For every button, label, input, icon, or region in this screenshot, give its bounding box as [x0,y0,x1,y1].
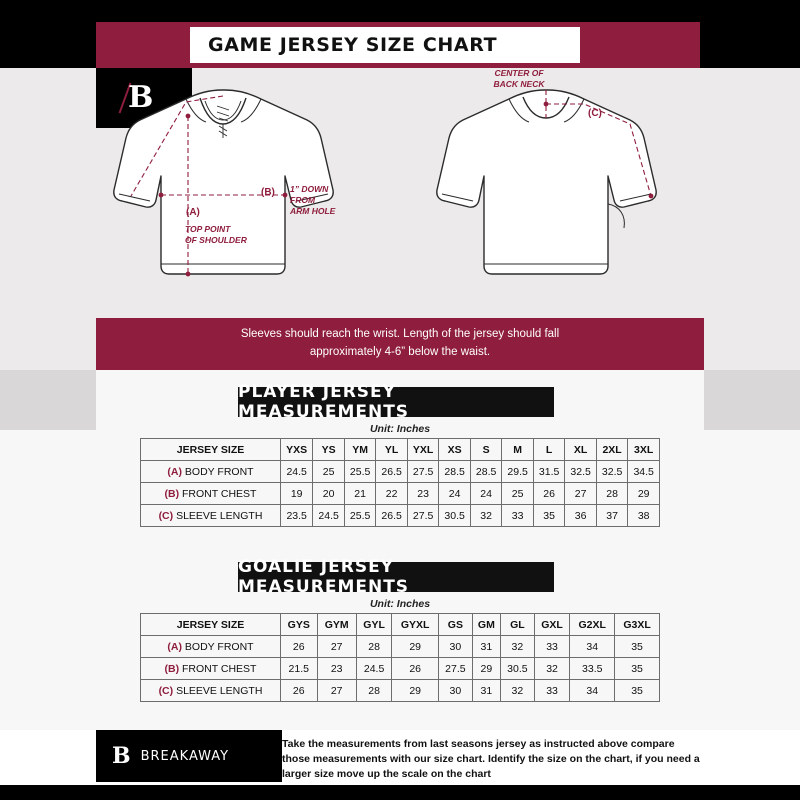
size-header-gyxl: GYXL [392,614,439,636]
table-cell: 21.5 [281,658,318,680]
size-header-yl: YL [376,439,408,461]
top-black-bar [0,0,800,22]
row-marker: (B) [164,487,182,500]
row-label [141,636,281,658]
table-cell: 20 [313,483,345,505]
table-cell: 34 [570,636,615,658]
table-cell: 37 [596,505,628,527]
table-cell: 28.5 [439,461,471,483]
size-header-yxs: YXS [281,439,313,461]
table-cell: 28 [356,680,392,702]
table-cell: 33 [534,636,570,658]
size-header-xl: XL [565,439,597,461]
jersey-size-header: JERSEY SIZE [141,614,281,636]
annotation-top-point-shoulder: TOP POINT OF SHOULDER [185,224,247,245]
size-header-gl: GL [500,614,534,636]
goalie-table-header-row [141,614,660,636]
table-cell: 25.5 [344,461,376,483]
jersey-illustrations [0,68,800,318]
row-label-text: SLEEVE LENGTH [176,684,263,697]
table-row [141,505,660,527]
table-cell: 31.5 [533,461,565,483]
row-label [141,658,281,680]
table-cell: 28.5 [470,461,502,483]
table-cell: 29 [392,636,439,658]
table-cell: 26 [281,636,318,658]
table-cell: 32 [500,680,534,702]
table-cell: 29 [628,483,660,505]
row-label-text: SLEEVE LENGTH [176,509,263,522]
table-cell: 25 [502,483,534,505]
row-label [141,483,281,505]
jersey-diagram-panel [0,68,800,318]
player-unit-label: Unit: Inches [369,423,431,435]
jersey-size-header: JERSEY SIZE [141,439,281,461]
size-header-gym: GYM [317,614,356,636]
table-row [141,483,660,505]
table-cell: 32 [470,505,502,527]
corner-shade-left [0,370,96,430]
table-cell: 34 [570,680,615,702]
size-header-xs: XS [439,439,471,461]
row-marker: (C) [158,684,177,697]
table-cell: 32 [534,658,570,680]
row-marker: (C) [158,509,177,522]
row-label-text: FRONT CHEST [182,487,257,500]
table-cell: 24 [439,483,471,505]
table-cell: 33 [502,505,534,527]
table-cell: 34.5 [628,461,660,483]
marker-c: (C) [588,108,602,119]
table-cell: 30 [438,636,472,658]
table-cell: 35 [533,505,565,527]
table-cell: 26 [281,680,318,702]
goalie-unit-label: Unit: Inches [369,598,431,610]
size-header-gxl: GXL [534,614,570,636]
table-cell: 33.5 [570,658,615,680]
table-cell: 24.5 [281,461,313,483]
note-edge-right [704,318,800,370]
header-right-block [700,22,800,68]
note-band [0,318,800,370]
table-cell: 27.5 [407,461,439,483]
table-cell: 24.5 [356,658,392,680]
table-cell: 25.5 [344,505,376,527]
row-marker: (B) [164,662,182,675]
size-header-s: S [470,439,502,461]
row-label [141,505,281,527]
size-header-l: L [533,439,565,461]
table-cell: 25 [313,461,345,483]
table-cell: 35 [615,636,660,658]
size-header-g2xl: G2XL [570,614,615,636]
table-cell: 27 [317,636,356,658]
row-label [141,680,281,702]
table-cell: 26.5 [376,505,408,527]
row-label-text: BODY FRONT [184,465,254,478]
table-cell: 23 [317,658,356,680]
table-cell: 27.5 [407,505,439,527]
note-edge-left [0,318,96,370]
table-cell: 30.5 [439,505,471,527]
table-cell: 38 [628,505,660,527]
player-section-title: PLAYER JERSEY MEASUREMENTS [238,387,554,417]
table-cell: 31 [472,680,500,702]
table-cell: 28 [356,636,392,658]
table-cell: 26 [392,658,439,680]
header-left-block [0,22,96,68]
table-cell: 21 [344,483,376,505]
footer-logo-letter: B [112,743,131,769]
table-cell: 31 [472,636,500,658]
size-header-ym: YM [344,439,376,461]
annotation-arm-hole: 1” DOWN FROM ARM HOLE [290,184,336,216]
table-cell: 29.5 [502,461,534,483]
row-marker: (A) [167,465,185,478]
size-header-yxl: YXL [407,439,439,461]
header-band [0,22,800,68]
table-cell: 26.5 [376,461,408,483]
table-row [141,461,660,483]
table-cell: 30.5 [500,658,534,680]
size-header-gm: GM [472,614,500,636]
table-cell: 35 [615,680,660,702]
note-line-1: Sleeves should reach the wrist. Length of the jersey should fall [240,328,560,340]
table-cell: 35 [615,658,660,680]
header-title-box [190,27,580,63]
row-marker: (A) [167,640,185,653]
table-cell: 29 [472,658,500,680]
table-cell: 23 [407,483,439,505]
table-cell: 28 [596,483,628,505]
size-header-ys: YS [313,439,345,461]
table-cell: 36 [565,505,597,527]
table-cell: 26 [533,483,565,505]
size-header-gs: GS [438,614,472,636]
table-row [141,680,660,702]
table-row [141,658,660,680]
corner-shade-right [704,370,800,430]
table-cell: 22 [376,483,408,505]
table-row [141,636,660,658]
logo-letter: B [128,80,154,115]
player-table-header-row [141,439,660,461]
annotation-center-back-neck: CENTER OF BACK NECK [493,68,545,89]
note-line-2: approximately 4-6” below the waist. [309,346,491,358]
footer-brand-name: BREAKAWAY [140,748,230,764]
note-text [96,325,704,361]
marker-b: (B) [261,187,275,198]
table-cell: 32.5 [565,461,597,483]
table-cell: 27 [317,680,356,702]
size-header-gys: GYS [281,614,318,636]
goalie-section-title: GOALIE JERSEY MEASUREMENTS [238,562,554,592]
footer-logo [96,730,282,782]
footer-instructions: Take the measurements from last seasons jersey as instructed above compare those measurements with our size chart. Identify the size on the chart, if you need a larger size move up the scale on the chart [282,738,700,780]
row-label-text: FRONT CHEST [182,662,257,675]
size-header-2xl: 2XL [596,439,628,461]
table-cell: 33 [534,680,570,702]
table-cell: 27 [565,483,597,505]
table-cell: 32 [500,636,534,658]
table-cell: 23.5 [281,505,313,527]
table-cell: 24 [470,483,502,505]
bottom-black-bar [0,785,800,800]
player-measurements-table [140,438,660,527]
row-label-text: BODY FRONT [184,640,254,653]
table-cell: 29 [392,680,439,702]
table-cell: 30 [438,680,472,702]
size-header-m: M [502,439,534,461]
size-header-g3xl: G3XL [615,614,660,636]
table-cell: 24.5 [313,505,345,527]
size-header-gyl: GYL [356,614,392,636]
size-header-3xl: 3XL [628,439,660,461]
goalie-measurements-table [140,613,660,702]
table-cell: 19 [281,483,313,505]
page-title: GAME JERSEY SIZE CHART [208,34,498,56]
marker-a: (A) [186,207,200,218]
table-cell: 32.5 [596,461,628,483]
table-cell: 27.5 [438,658,472,680]
row-label [141,461,281,483]
